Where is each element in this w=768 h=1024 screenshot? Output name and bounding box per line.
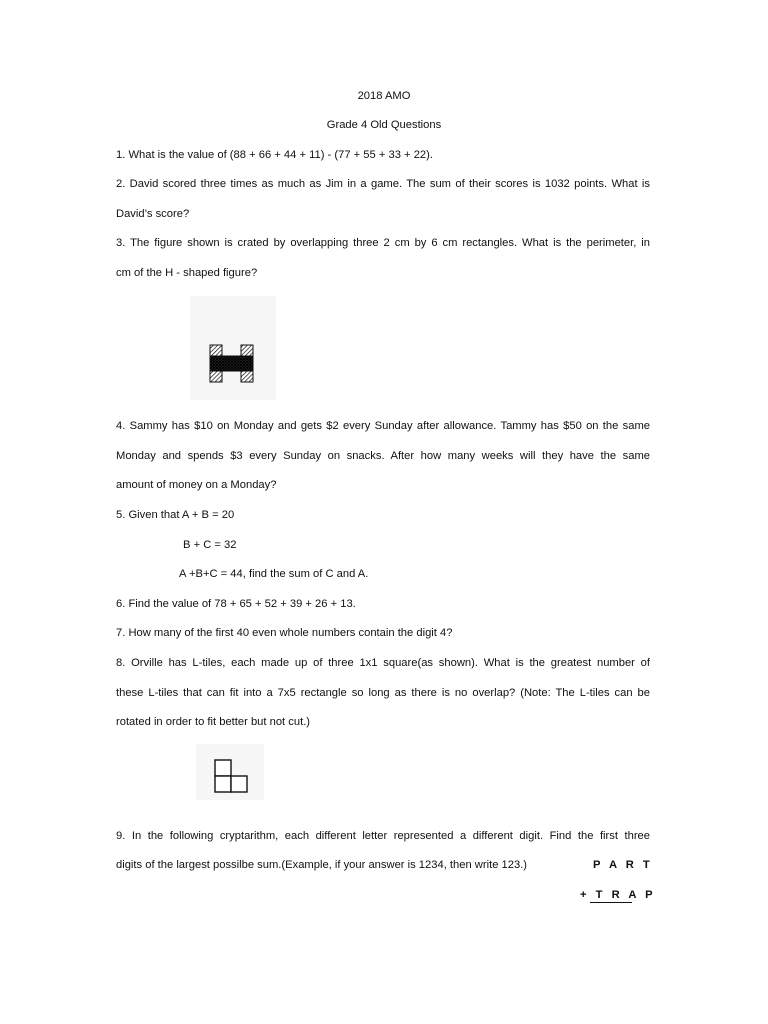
page-subtitle: Grade 4 Old Questions <box>326 119 442 131</box>
question-2-line-1: 2. David scored three times as much as Jim in a game. The sum of their scores is 1032 points. What is <box>116 178 650 190</box>
question-4-line-2: Monday and spends $3 every Sunday on snacks. After how many weeks will they have the same <box>116 450 650 462</box>
l-tile-bottom-right-square <box>231 776 247 792</box>
question-3-line-2: cm of the H - shaped figure? <box>116 267 258 279</box>
question-4-line-1: 4. Sammy has $10 on Monday and gets $2 every Sunday after allowance. Tammy has $50 on the same <box>116 420 650 432</box>
question-9-line-2: digits of the largest possilbe sum.(Example, if your answer is 1234, then write 123.) <box>116 859 528 871</box>
l-tile-figure-icon <box>196 744 264 800</box>
cryptarithm-underline <box>590 902 632 903</box>
h-cross-bar <box>210 356 253 371</box>
question-7: 7. How many of the first 40 even whole numbers contain the digit 4? <box>116 627 453 639</box>
question-5-line-1: 5. Given that A + B = 20 <box>116 509 235 521</box>
question-9-line-1: 9. In the following cryptarithm, each different letter represented a different digit. Find the first three <box>116 830 650 842</box>
question-2-line-2: David’s score? <box>116 208 190 220</box>
question-8-line-2: these L-tiles that can fit into a 7x5 rectangle so long as there is no overlap? (Note: The L-tiles can be <box>116 687 650 699</box>
question-1: 1. What is the value of (88 + 66 + 44 + 11) - (77 + 55 + 33 + 22). <box>116 149 433 161</box>
l-tile-bottom-left-square <box>215 776 231 792</box>
question-8-line-1: 8. Orville has L-tiles, each made up of three 1x1 square(as shown). What is the greatest number of <box>116 657 650 669</box>
cryptarithm-row-1: P A R T <box>593 859 653 871</box>
cryptarithm-row-2: + T R A P <box>580 889 656 901</box>
h-shaped-figure-icon <box>190 296 276 400</box>
question-8-line-3: rotated in order to fit better but not cut.) <box>116 716 311 728</box>
question-5-line-3: A +B+C = 44, find the sum of C and A. <box>179 568 369 580</box>
question-3-line-1: 3. The figure shown is crated by overlapping three 2 cm by 6 cm rectangles. What is the perimeter, in <box>116 237 650 249</box>
question-4-line-3: amount of money on a Monday? <box>116 479 277 491</box>
question-6: 6. Find the value of 78 + 65 + 52 + 39 + 26 + 13. <box>116 598 356 610</box>
l-tile-top-square <box>215 760 231 776</box>
question-5-line-2: B + C = 32 <box>183 539 237 551</box>
page-title: 2018 AMO <box>357 90 411 102</box>
